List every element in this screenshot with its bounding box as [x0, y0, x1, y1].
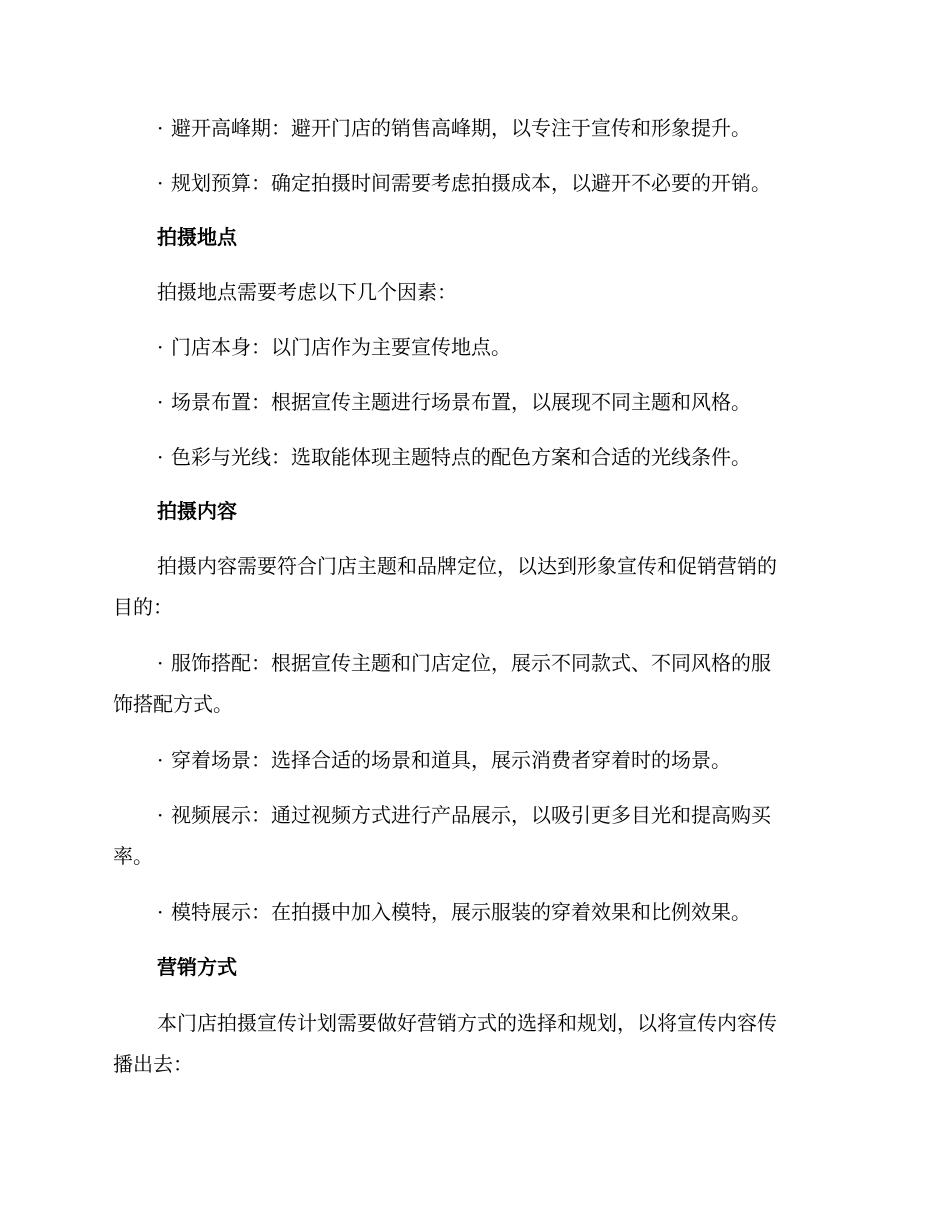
- bullet-text: 色彩与光线：选取能体现主题特点的配色方案和合适的光线条件。: [171, 445, 751, 469]
- bullet-marker: ·: [157, 171, 164, 195]
- paragraph-content-line-1: 拍摄内容需要符合门店主题和品牌定位，以达到形象宣传和促销营销的: [157, 554, 777, 578]
- bullet-item-color-light: [157, 444, 877, 470]
- bullet-item-wearing-scene: [157, 747, 877, 773]
- bullet-text: 视频展示：通过视频方式进行产品展示，以吸引更多目光和提高购买: [171, 803, 771, 827]
- bullet-text: 避开高峰期：避开门店的销售高峰期，以专注于宣传和形象提升。: [171, 116, 751, 140]
- bullet-item-scene-setup: [157, 389, 877, 415]
- bullet-marker: ·: [157, 900, 164, 924]
- bullet-marker: ·: [157, 116, 164, 140]
- bullet-text: 场景布置：根据宣传主题进行场景布置，以展现不同主题和风格。: [171, 390, 751, 414]
- bullet-text: 服饰搭配：根据宣传主题和门店定位，展示不同款式、不同风格的服: [171, 651, 771, 675]
- section-heading-content: 拍摄内容: [157, 499, 237, 523]
- bullet-item-video-line-2: 率。: [113, 844, 153, 868]
- bullet-item-video-line-1: [157, 802, 877, 828]
- bullet-marker: ·: [157, 390, 164, 414]
- bullet-marker: ·: [157, 445, 164, 469]
- bullet-item-outfit-line-1: [157, 650, 877, 676]
- bullet-item-store: [157, 334, 877, 360]
- paragraph-marketing-line-2: 播出去：: [113, 1052, 193, 1076]
- bullet-marker: ·: [157, 651, 164, 675]
- bullet-text: 规划预算：确定拍摄时间需要考虑拍摄成本，以避开不必要的开销。: [171, 171, 771, 195]
- section-heading-marketing: 营销方式: [157, 955, 237, 979]
- bullet-item-outfit-line-2: 饰搭配方式。: [113, 692, 233, 716]
- bullet-marker: ·: [157, 748, 164, 772]
- section-heading-location: 拍摄地点: [157, 225, 237, 249]
- bullet-item-model: [157, 899, 877, 925]
- paragraph-marketing-line-1: 本门店拍摄宣传计划需要做好营销方式的选择和规划，以将宣传内容传: [157, 1011, 777, 1035]
- bullet-text: 门店本身：以门店作为主要宣传地点。: [171, 335, 511, 359]
- paragraph-content-line-2: 目的：: [113, 595, 173, 619]
- bullet-text: 模特展示：在拍摄中加入模特，展示服装的穿着效果和比例效果。: [171, 900, 751, 924]
- bullet-text: 穿着场景：选择合适的场景和道具，展示消费者穿着时的场景。: [171, 748, 731, 772]
- paragraph-location-intro: 拍摄地点需要考虑以下几个因素：: [157, 280, 457, 304]
- bullet-item-budget: [157, 170, 877, 196]
- bullet-item-avoid-peak: [157, 115, 877, 141]
- bullet-marker: ·: [157, 803, 164, 827]
- bullet-marker: ·: [157, 335, 164, 359]
